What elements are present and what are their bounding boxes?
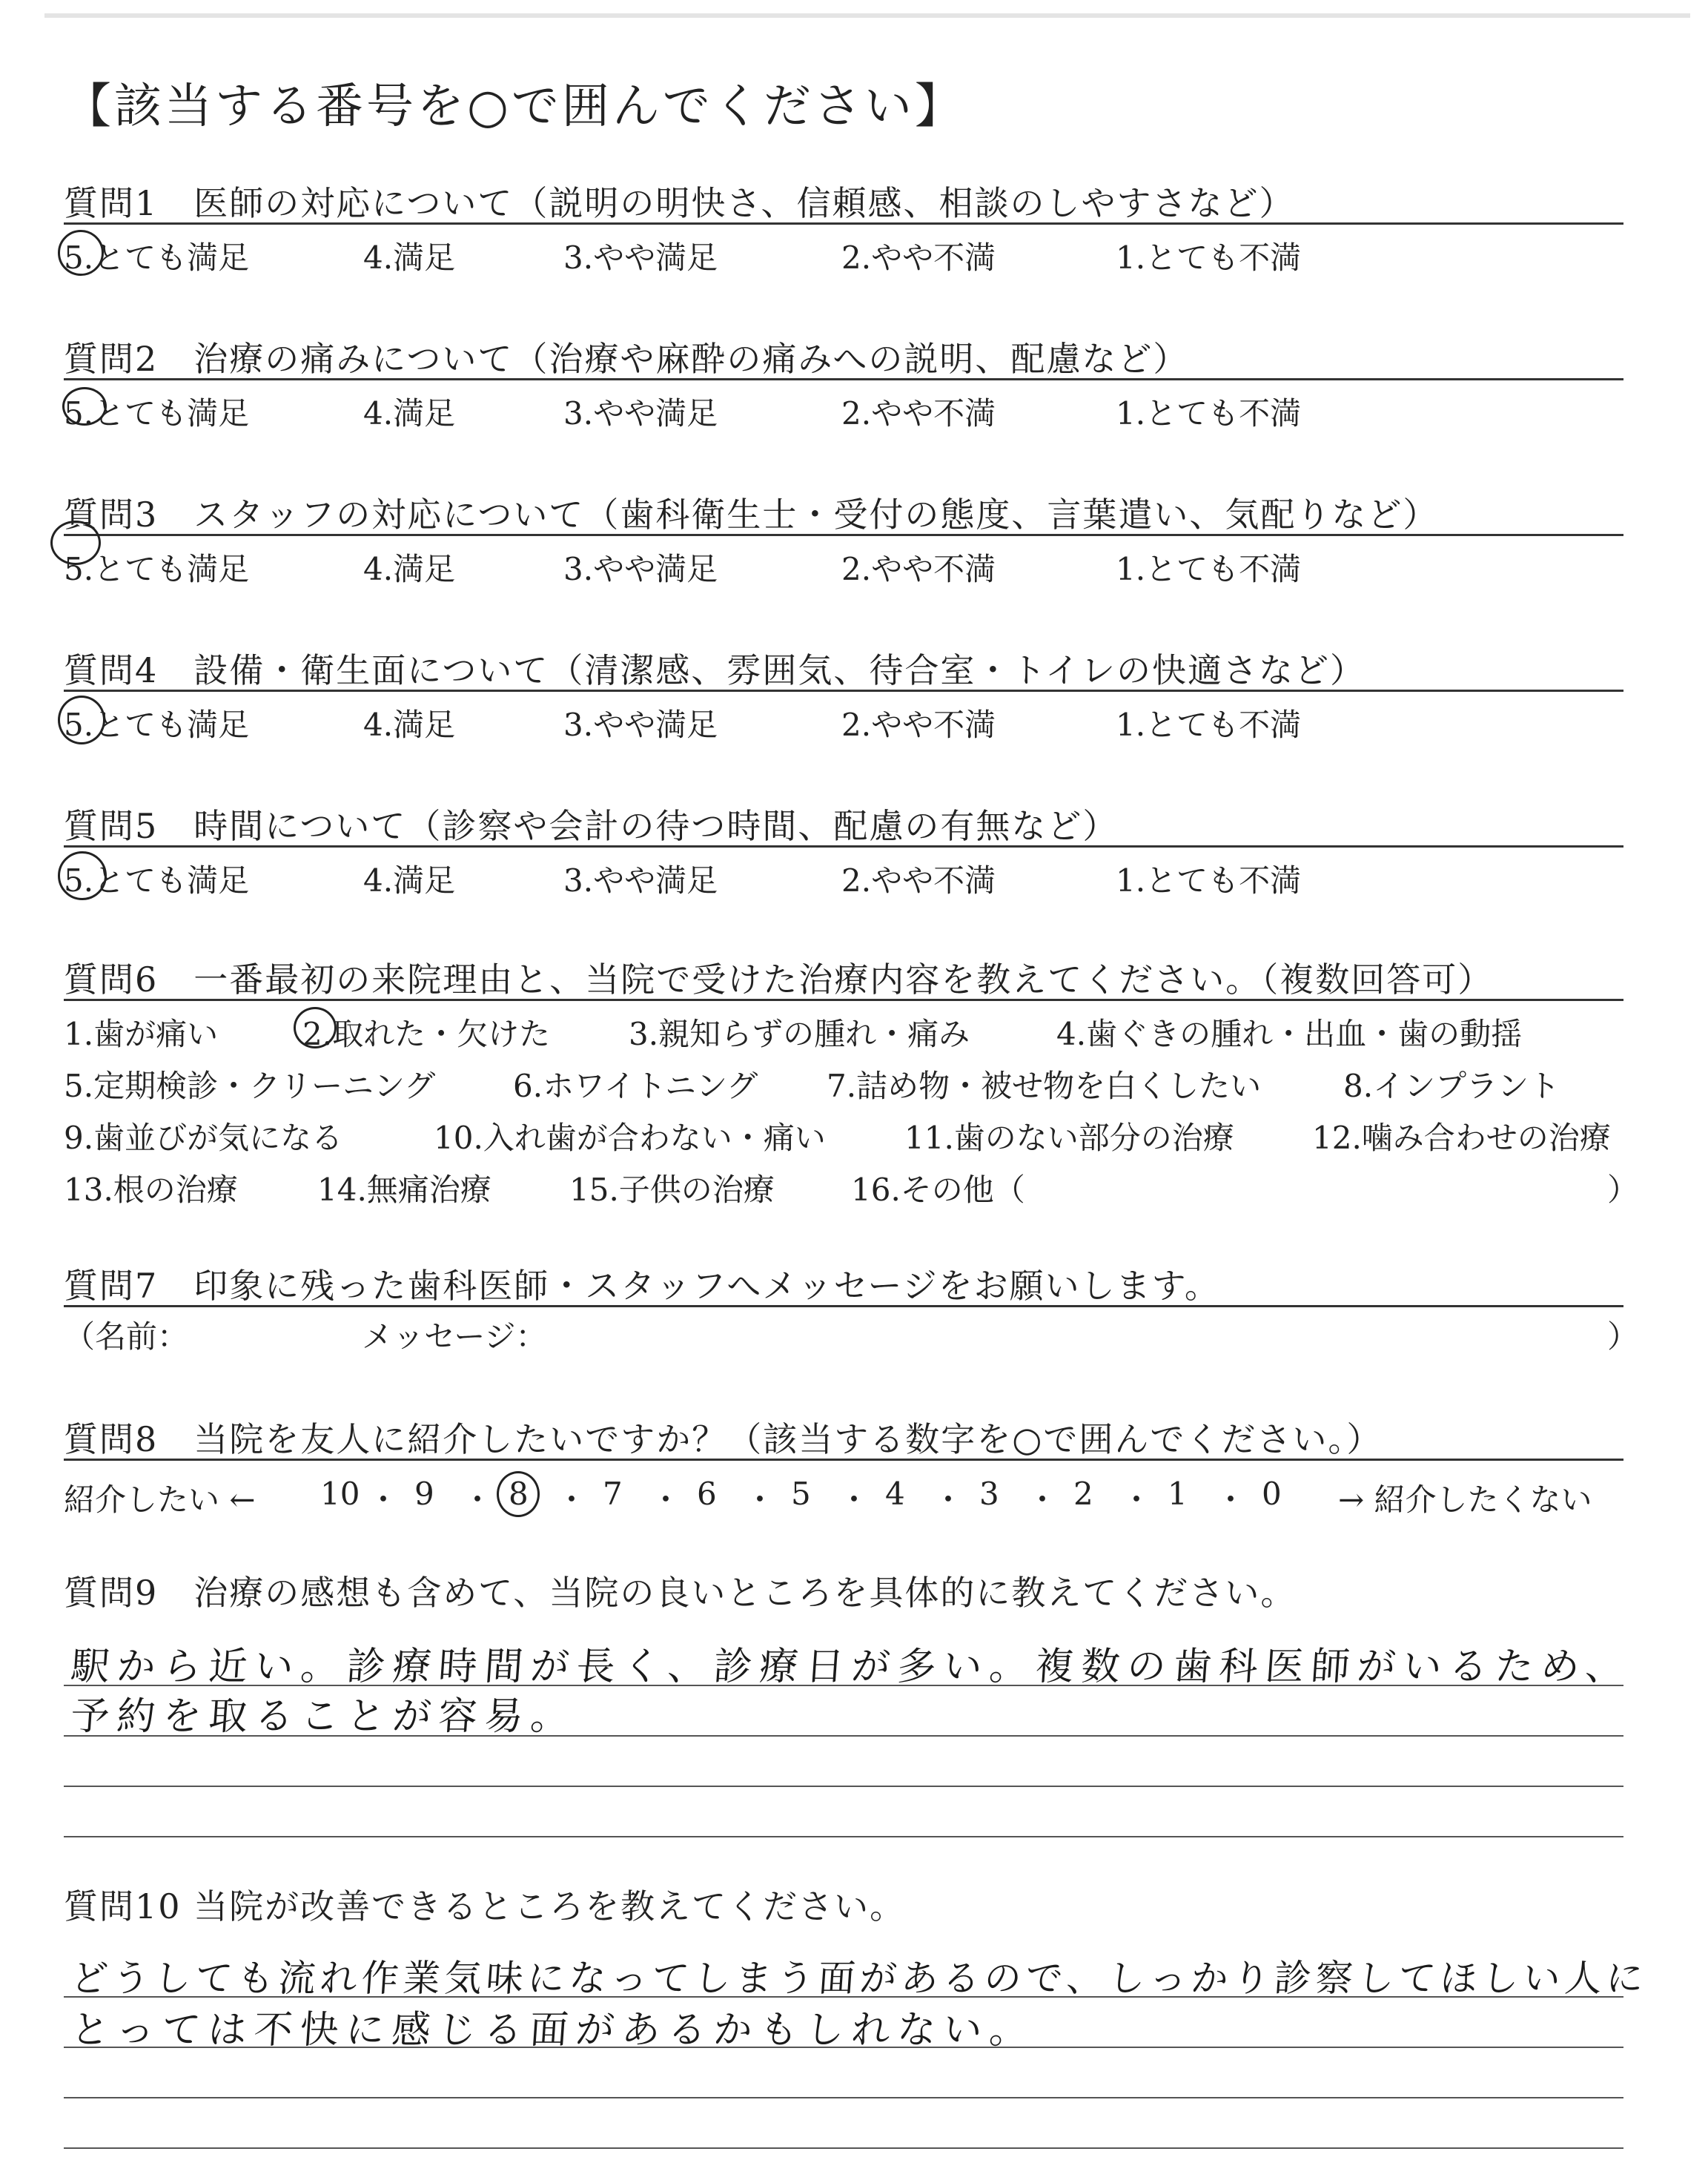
q3-option-4[interactable]: 4.満足 — [363, 551, 456, 587]
q1-selection-circle — [58, 230, 104, 276]
q6-option-13[interactable]: 13.根の治療 — [64, 1172, 238, 1208]
q8-scale-5[interactable]: 5 — [791, 1476, 811, 1512]
q7-close-paren: ） — [1607, 1318, 1639, 1355]
question-3-label: 質問3 スタッフの対応について（歯科衛生士・受付の態度、言葉遣い、気配りなど） — [64, 495, 1439, 535]
q4-option-1[interactable]: 1.とても不満 — [1116, 707, 1302, 743]
q9-answer-text-2[interactable]: 予約を取ることが容易。 — [69, 1694, 578, 1739]
q4-option-3[interactable]: 3.やや満足 — [563, 707, 718, 743]
q6-option-6[interactable]: 6.ホワイトニング — [513, 1068, 758, 1104]
q8-scale-separator: ・ — [462, 1482, 494, 1518]
q8-scale-0[interactable]: 0 — [1262, 1476, 1282, 1512]
q6-option-5[interactable]: 5.定期検診・クリーニング — [64, 1068, 436, 1104]
question-4-label: 質問4 設備・衛生面について（清潔感、雰囲気、待合室・トイレの快適さなど） — [64, 650, 1366, 690]
q8-scale-6[interactable]: 6 — [697, 1476, 717, 1512]
question-1-rule — [64, 222, 1623, 225]
q2-option-5[interactable]: 5.とても満足 — [64, 395, 250, 432]
q2-option-3[interactable]: 3.やや満足 — [563, 395, 718, 432]
q8-scale-separator: ・ — [556, 1482, 588, 1518]
question-7-rule — [64, 1305, 1623, 1307]
scan-edge-line — [44, 13, 1690, 18]
q2-selection-circle — [62, 387, 107, 426]
question-6-rule — [64, 999, 1623, 1001]
q6-option-8[interactable]: 8.インプラント — [1343, 1068, 1560, 1104]
question-5-label: 質問5 時間について（診察や会計の待つ時間、配慮の有無など） — [64, 806, 1119, 846]
question-4-rule — [64, 690, 1623, 692]
q8-scale-separator: ・ — [838, 1482, 870, 1518]
q8-right-label: → 紹介したくない — [1338, 1482, 1592, 1518]
q4-selection-circle — [58, 696, 105, 744]
question-7-label: 質問7 印象に残った歯科医師・スタッフへメッセージをお願いします。 — [64, 1266, 1220, 1306]
q6-option-9[interactable]: 9.歯並びが気になる — [64, 1120, 343, 1156]
question-6-label: 質問6 一番最初の来院理由と、当院で受けた治療内容を教えてください。（複数回答可） — [64, 960, 1494, 1000]
q2-option-1[interactable]: 1.とても不満 — [1116, 395, 1302, 432]
q9-answer-line-4 — [64, 1836, 1623, 1837]
q8-scale-separator: ・ — [1215, 1482, 1247, 1518]
q10-answer-text-2[interactable]: とっては不快に感じる面があるかもしれない。 — [69, 2008, 1037, 2052]
q8-scale-separator: ・ — [744, 1482, 776, 1518]
q3-option-3[interactable]: 3.やや満足 — [563, 551, 718, 587]
q5-option-5[interactable]: 5.とても満足 — [64, 862, 250, 899]
q1-option-3[interactable]: 3.やや満足 — [563, 240, 718, 276]
q6-option-16[interactable]: 16.その他（ — [851, 1172, 1025, 1208]
q8-scale-7[interactable]: 7 — [603, 1476, 623, 1512]
q8-scale-4[interactable]: 4 — [885, 1476, 905, 1512]
question-1-label: 質問1 医師の対応について（説明の明快さ、信頼感、相談のしやすさなど） — [64, 183, 1295, 223]
q6-option-2[interactable]: 2.取れた・欠けた — [302, 1016, 551, 1052]
q8-scale-separator: ・ — [933, 1482, 964, 1518]
q1-option-1[interactable]: 1.とても不満 — [1116, 240, 1302, 276]
q8-left-label: 紹介したい ← — [64, 1482, 256, 1518]
q10-answer-text-1[interactable]: どうしても流れ作業気味になってしまう面があるので、しっかり診察してほしい人に — [69, 1957, 1649, 2000]
q5-option-2[interactable]: 2.やや不満 — [841, 862, 996, 899]
q2-option-2[interactable]: 2.やや不満 — [841, 395, 996, 432]
q6-option-12[interactable]: 12.噛み合わせの治療 — [1312, 1120, 1611, 1156]
q8-scale-separator: ・ — [650, 1482, 682, 1518]
question-5-rule — [64, 845, 1623, 848]
q8-scale-2[interactable]: 2 — [1073, 1476, 1093, 1512]
q5-selection-circle — [58, 851, 107, 900]
question-2-label: 質問2 治療の痛みについて（治療や麻酔の痛みへの説明、配慮など） — [64, 339, 1189, 379]
question-8-rule — [64, 1459, 1623, 1461]
q10-answer-line-3 — [64, 2097, 1623, 2098]
q5-option-4[interactable]: 4.満足 — [363, 862, 456, 899]
q6-option-4[interactable]: 4.歯ぐきの腫れ・出血・歯の動揺 — [1056, 1016, 1523, 1052]
q8-selection-circle — [497, 1471, 540, 1517]
q9-answer-text-1[interactable]: 駅から近い。診療時間が長く、診療日が多い。複数の歯科医師がいるため、 — [69, 1645, 1633, 1689]
q3-selection-circle — [50, 521, 101, 565]
q8-scale-8[interactable]: 8 — [509, 1476, 529, 1512]
q10-answer-line-4 — [64, 2147, 1623, 2149]
q4-option-4[interactable]: 4.満足 — [363, 707, 456, 743]
q7-message-label: メッセージ： — [362, 1318, 547, 1355]
question-9-label: 質問9 治療の感想も含めて、当院の良いところを具体的に教えてください。 — [64, 1573, 1297, 1613]
q1-option-4[interactable]: 4.満足 — [363, 240, 456, 276]
q6-other-close-paren: ） — [1607, 1172, 1639, 1208]
q1-option-5[interactable]: 5.とても満足 — [64, 240, 250, 276]
q6-option-1[interactable]: 1.歯が痛い — [64, 1016, 219, 1052]
q8-scale-9[interactable]: 9 — [414, 1476, 434, 1512]
q6-option-10[interactable]: 10.入れ歯が合わない・痛い — [434, 1120, 826, 1156]
question-3-rule — [64, 534, 1623, 536]
q1-option-2[interactable]: 2.やや不満 — [841, 240, 996, 276]
q6-option-11[interactable]: 11.歯のない部分の治療 — [904, 1120, 1234, 1156]
q8-scale-1[interactable]: 1 — [1168, 1476, 1188, 1512]
q8-scale-separator: ・ — [1121, 1482, 1153, 1518]
q2-option-4[interactable]: 4.満足 — [363, 395, 456, 432]
question-10-label: 質問10 当院が改善できるところを教えてください。 — [64, 1886, 906, 1926]
q3-option-2[interactable]: 2.やや不満 — [841, 551, 996, 587]
q8-scale-separator: ・ — [1027, 1482, 1059, 1518]
q4-option-2[interactable]: 2.やや不満 — [841, 707, 996, 743]
q8-scale-separator: ・ — [368, 1482, 400, 1518]
q7-name-label: （名前： — [64, 1318, 189, 1355]
q6-option-3[interactable]: 3.親知らずの腫れ・痛み — [629, 1016, 970, 1052]
q8-scale-3[interactable]: 3 — [979, 1476, 999, 1512]
q8-scale-10[interactable]: 10 — [320, 1476, 360, 1512]
q5-option-1[interactable]: 1.とても不満 — [1116, 862, 1302, 899]
q9-answer-line-3 — [64, 1786, 1623, 1787]
q6-option-15[interactable]: 15.子供の治療 — [569, 1172, 775, 1208]
form-title: 【該当する番号を○で囲んでください】 — [64, 79, 965, 134]
q3-option-1[interactable]: 1.とても不満 — [1116, 551, 1302, 587]
question-8-label: 質問8 当院を友人に紹介したいですか？（該当する数字を○で囲んでください。） — [64, 1419, 1383, 1459]
q6-selection-circle — [294, 1007, 337, 1048]
q6-option-14[interactable]: 14.無痛治療 — [317, 1172, 491, 1208]
q5-option-3[interactable]: 3.やや満足 — [563, 862, 718, 899]
q6-option-7[interactable]: 7.詰め物・被せ物を白くしたい — [827, 1068, 1262, 1104]
q3-option-5[interactable]: 5.とても満足 — [64, 551, 250, 587]
q4-option-5[interactable]: 5.とても満足 — [64, 707, 250, 743]
question-2-rule — [64, 378, 1623, 380]
